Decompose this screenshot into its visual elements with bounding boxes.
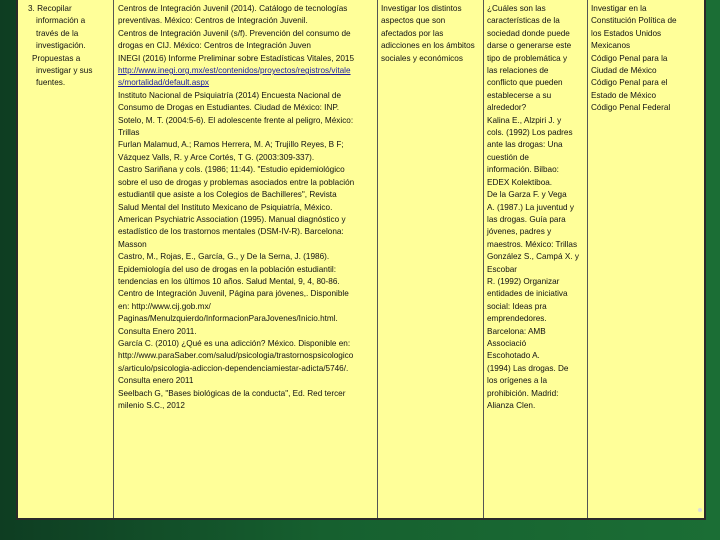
cell-line: Código Penal para la bbox=[591, 53, 668, 63]
cell-line: estudiantil que asiste a los Colegios de Bachilleres", Revista bbox=[118, 190, 337, 200]
cell-line: American Psychiatric Association (1995). Manual diagnóstico y bbox=[118, 214, 346, 224]
cell-line: en: http://www.cij.gob.mx/ bbox=[118, 301, 211, 311]
cell-line: emprendedores. bbox=[487, 314, 547, 324]
cell-line: Instituto Nacional de Psiquiatría (2014) Encuesta Nacional de bbox=[118, 90, 342, 100]
cell-line: Castro Sariñana y cols. (1986; 11:44). "Estudio epidemiológico bbox=[118, 165, 345, 175]
cell-line: tipo de problemática y bbox=[487, 53, 568, 63]
cell-line: entidades de iniciativa bbox=[487, 289, 568, 299]
cell-line: sociales y económicos bbox=[381, 53, 463, 63]
cell-line: A. (1987.) La juventud y bbox=[487, 202, 574, 212]
cell-line: los orígenes a la bbox=[487, 376, 548, 386]
column-activity bbox=[18, 0, 114, 518]
cell-line: Alianza Clen. bbox=[487, 401, 536, 410]
cell-line: cuestión de bbox=[487, 152, 529, 162]
column-aspects bbox=[378, 0, 484, 518]
cell-line: Constitución Política de bbox=[591, 16, 677, 26]
column-legal bbox=[588, 0, 704, 518]
cell-line: Consumo de Drogas en Estudiantes. Ciudad de México: INP. bbox=[118, 103, 340, 113]
cell-line: Ciudad de México bbox=[591, 66, 657, 76]
cell-line: sociedad donde puede bbox=[487, 28, 570, 38]
cell-line: INEGI (2016) Informe Preliminar sobre Estadísticas Vitales, 2015 bbox=[118, 53, 355, 63]
column-society bbox=[484, 0, 588, 518]
cell-line: Consulta enero 2011 bbox=[118, 376, 194, 386]
cell-line: 3. Recopilar bbox=[28, 4, 72, 13]
inegi-link-continued[interactable]: s/mortalidad/default.aspx bbox=[118, 78, 210, 88]
cell-line: Kalina E., Alzpiri J. y bbox=[487, 115, 562, 125]
cell-line: conflicto que pueden bbox=[487, 78, 563, 88]
cell-line: http://www.paraSaber.com/salud/psicologia/trastornospsicologico bbox=[118, 351, 354, 361]
cell-line: afectados por las bbox=[381, 28, 444, 38]
cell-line: ante las drogas: Una bbox=[487, 140, 563, 150]
cell-line: De la Garza F. y Vega bbox=[487, 190, 567, 200]
cell-line: Barcelona: AMB bbox=[487, 326, 546, 336]
cell-line: Consulta Enero 2011. bbox=[118, 326, 197, 336]
cell-line: través de la bbox=[36, 28, 79, 38]
cell-line: información a bbox=[36, 16, 86, 26]
cell-line: Castro, M., Rojas, E., García, G., y De la Serna, J. (1986). bbox=[118, 252, 330, 262]
cell-line: González S., Campá X. y bbox=[487, 252, 579, 262]
cell-line: aspectos que son bbox=[381, 16, 446, 26]
cell-line: jóvenes, padres y bbox=[487, 227, 552, 237]
cell-line: información. Bilbao: bbox=[487, 165, 559, 175]
cell-line: Centros de Integración Juvenil (2014). Catálogo de tecnologías bbox=[118, 4, 348, 13]
cell-line: Trillas bbox=[118, 128, 140, 138]
cell-line: cols. (1992) Los padres bbox=[487, 128, 573, 138]
column-sources bbox=[114, 0, 378, 518]
cell-line: tendencias en los últimos 10 años. Salud Mental, 9, 4, 80-86. bbox=[118, 276, 340, 286]
cell-line: adicciones en los ámbitos bbox=[381, 41, 475, 51]
inegi-link[interactable]: http://www.inegi.org.mx/est/contenidos/proyectos/registros/vitale bbox=[118, 66, 351, 76]
cell-line: sobre el uso de drogas y problemas asociados entre la población bbox=[118, 177, 355, 187]
cell-line: García C. (2010) ¿Qué es una adicción? México. Disponible en: bbox=[118, 338, 351, 348]
cell-line: Associació bbox=[487, 338, 527, 348]
cell-line: los Estados Unidos bbox=[591, 28, 662, 38]
slide-marker-dot bbox=[698, 508, 702, 512]
cell-line: Vázquez Valls, R. y Arce Cortés, T G. (2003:309-337). bbox=[118, 152, 315, 162]
cell-line: estadístico de los trastornos mentales (DSM-IV-R). Barcelona: bbox=[118, 227, 344, 237]
cell-line: Salud Mental del Instituto Mexicano de Psiquiatría, México. bbox=[118, 202, 333, 212]
cell-line: Mexicanos bbox=[591, 41, 631, 51]
cell-line: Centros de Integración Juvenil (s/f). Prevención del consumo de bbox=[118, 28, 351, 38]
cell-line: Seelbach G, "Bases biológicas de la conducta", Ed. Red tercer bbox=[118, 388, 346, 398]
cell-line: s/articulo/psicologia-adiccion-dependenciamiestar-adicta/5746/. bbox=[118, 363, 349, 373]
cell-line: características de la bbox=[487, 16, 560, 26]
cell-line: Propuestas a bbox=[32, 53, 81, 63]
cell-line: Escohotado A. bbox=[487, 351, 540, 361]
cell-line: Escobar bbox=[487, 264, 518, 274]
cell-line: Estado de México bbox=[591, 90, 657, 100]
cell-line: Centro de Integración Juvenil, Página para jóvenes,. Disponible bbox=[118, 289, 349, 299]
cell-line: Epidemiología del uso de drogas en la población estudiantil: bbox=[118, 264, 337, 274]
cell-line: (1994) Las drogas. De bbox=[487, 363, 569, 373]
cell-line: milenio S.C., 2012 bbox=[118, 401, 185, 410]
cell-line: Investigar los distintos bbox=[381, 4, 462, 13]
cell-line: Código Penal Federal bbox=[591, 103, 671, 113]
cell-line: darse o generarse este bbox=[487, 41, 572, 51]
reference-table bbox=[16, 0, 706, 520]
cell-line: Furlan Malamud, A.; Ramos Herrera, M. A; Trujillo Reyes, B F; bbox=[118, 140, 344, 150]
cell-line: establecerse a su bbox=[487, 90, 552, 100]
cell-line: drogas en CIJ. México: Centros de Integración Juven bbox=[118, 41, 311, 51]
cell-line: EDEX Kolektiboa. bbox=[487, 177, 553, 187]
cell-line: social: Ideas pra bbox=[487, 301, 547, 311]
cell-line: Investigar en la bbox=[591, 4, 647, 13]
cell-line: investigar y sus bbox=[36, 66, 93, 76]
cell-line: preventivas. México: Centros de Integración Juvenil. bbox=[118, 16, 308, 26]
cell-line: Paginas/Menulzquierdo/InformacionParaJovenes/Inicio.html. bbox=[118, 314, 338, 324]
cell-line: alrededor? bbox=[487, 103, 527, 113]
cell-line: prohibición. Madrid: bbox=[487, 388, 559, 398]
cell-line: las drogas. Guía para bbox=[487, 214, 566, 224]
cell-line: R. (1992) Organizar bbox=[487, 276, 560, 286]
cell-line: ¿Cuáles son las bbox=[487, 4, 546, 13]
cell-line: fuentes. bbox=[36, 78, 66, 88]
cell-line: las relaciones de bbox=[487, 66, 549, 76]
cell-line: Masson bbox=[118, 239, 147, 249]
cell-line: maestros. México: Trillas bbox=[487, 239, 578, 249]
cell-line: Código Penal para el bbox=[591, 78, 668, 88]
cell-line: Sotelo, M. T. (2004:5-6). El adolescente frente al peligro, México: bbox=[118, 115, 354, 125]
cell-line: investigación. bbox=[36, 41, 86, 51]
